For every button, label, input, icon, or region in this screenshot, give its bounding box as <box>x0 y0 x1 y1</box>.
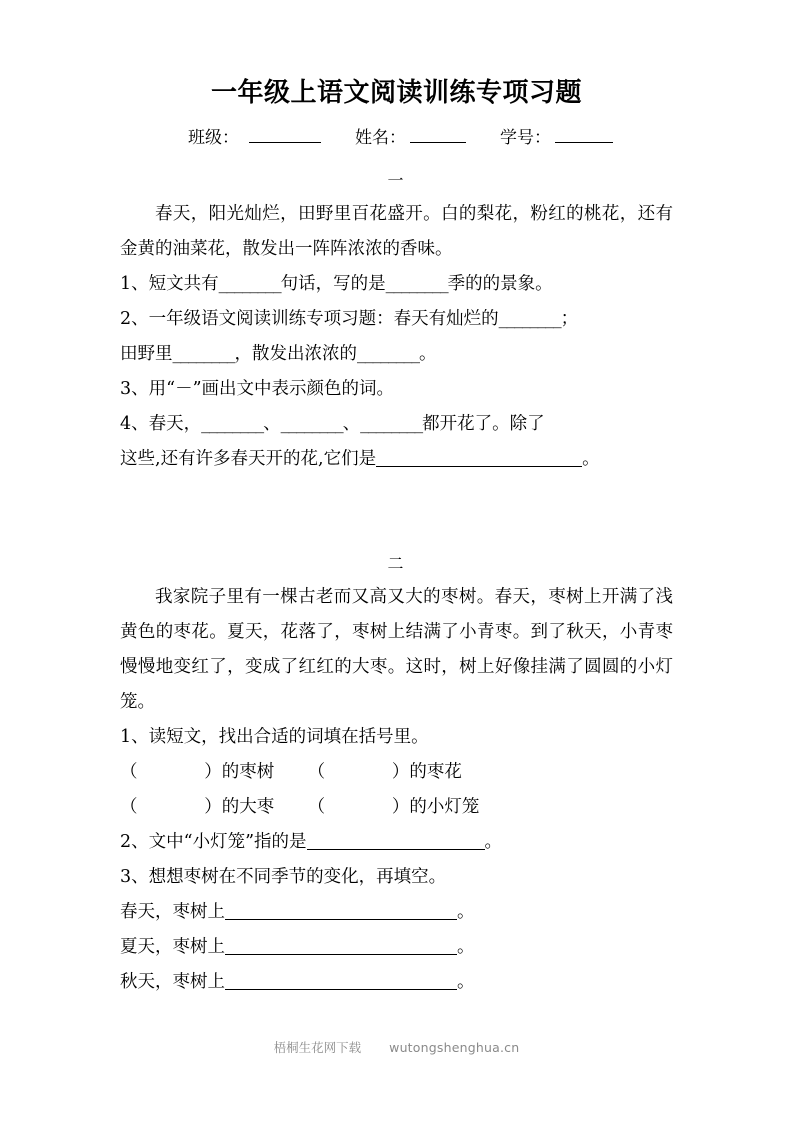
season-line-autumn <box>120 965 673 1000</box>
paren-open-4: （ <box>307 797 326 817</box>
paren-open-3: （ <box>120 797 138 817</box>
autumn-suffix: 。 <box>457 972 475 992</box>
paren-row-2 <box>120 790 673 825</box>
summer-prefix: 夏天，枣树上 <box>120 937 225 957</box>
q4-blank-3[interactable]: ________ <box>360 414 423 434</box>
summer-answer-blank[interactable] <box>225 938 457 955</box>
paren-row-1 <box>120 755 673 790</box>
autumn-prefix: 秋天，枣树上 <box>120 972 225 992</box>
paren-close-3: ） <box>204 797 222 817</box>
q4-line2-part-2: 。 <box>582 449 600 469</box>
student-id-field <box>500 123 613 148</box>
paren-open-2: （ <box>307 762 326 782</box>
section-two-question-2 <box>120 825 673 860</box>
section-two <box>120 551 673 1000</box>
s2-q1-number: 1、 <box>120 727 149 747</box>
paren-open-1: （ <box>120 762 138 782</box>
s2-q2-text-part-1: 文中“小灯笼”指的是 <box>148 832 307 852</box>
s2-q2-blank[interactable] <box>307 833 485 850</box>
paren-blank-3[interactable] <box>138 797 205 817</box>
section-one-question-4-line-1 <box>120 407 673 442</box>
q4-number: 4、 <box>120 414 149 434</box>
section-one-question-3 <box>120 372 673 407</box>
name-field <box>355 123 466 148</box>
q2-line2-part-3: 。 <box>419 344 437 364</box>
spring-answer-blank[interactable] <box>225 903 457 920</box>
q4-blank-4[interactable] <box>376 450 582 467</box>
student-info-row <box>120 123 673 148</box>
q4-blank-1[interactable]: ________ <box>201 414 264 434</box>
paren-close-1: ） <box>204 762 222 782</box>
paren-row-2-gap <box>274 797 307 817</box>
section-one-question-4-line-2 <box>120 442 673 477</box>
s2-q2-text-part-2: 。 <box>484 832 503 852</box>
paren-close-2: ） <box>391 762 410 782</box>
q4-blank-2[interactable]: ________ <box>280 414 343 434</box>
section-two-passage: 我家院子里有一棵古老而又高又大的枣树。春天，枣树上开满了浅黄色的枣花。夏天，花落了，枣树上结满了小青枣。到了秋天，小青枣慢慢地变红了，变成了红红的大枣。这时，树上好像挂满了圆圆的小灯笼。 <box>120 587 673 712</box>
paren-blank-4[interactable] <box>325 797 392 817</box>
q2-text-part-1: 一年级语文阅读训练专项习题：春天有灿烂的 <box>148 309 499 329</box>
s2-q3-number: 3、 <box>120 867 149 887</box>
paren-close-4: ） <box>391 797 410 817</box>
name-label: 姓名： <box>355 128 406 148</box>
autumn-answer-blank[interactable] <box>225 973 457 990</box>
class-field <box>188 123 321 148</box>
section-two-marker: 二 <box>387 554 406 573</box>
name-input-blank[interactable] <box>410 127 466 143</box>
section-one-question-2-line-2 <box>120 337 673 372</box>
paren-label-4: 的小灯笼 <box>409 797 480 817</box>
section-spacer <box>120 477 673 531</box>
q1-number: 1、 <box>120 274 149 294</box>
q1-blank-2[interactable]: ________ <box>385 274 448 294</box>
season-line-spring <box>120 895 673 930</box>
q4-line2-part-1: 这些,还有许多春天开的花,它们是 <box>120 449 377 469</box>
q1-text-part-3: 季的的景象。 <box>447 274 553 294</box>
paren-row-1-gap <box>274 762 307 782</box>
section-two-question-3 <box>120 860 673 895</box>
q2-blank-3[interactable]: ________ <box>357 344 419 364</box>
paren-label-2: 的枣花 <box>409 762 462 782</box>
spring-prefix: 春天，枣树上 <box>120 902 225 922</box>
paren-blank-1[interactable] <box>138 762 205 782</box>
q2-blank-1[interactable]: ________ <box>498 309 561 329</box>
student-id-input-blank[interactable] <box>555 127 613 143</box>
s2-q2-number: 2、 <box>120 832 149 852</box>
q2-blank-2[interactable]: ________ <box>172 344 235 364</box>
student-id-label: 学号： <box>500 128 551 148</box>
q2-line2-part-2: ，散发出浓浓的 <box>234 344 357 364</box>
q2-number: 2、 <box>120 309 149 329</box>
q2-text-part-2: ； <box>560 309 579 329</box>
q3-text: 用“－”画出文中表示颜色的词。 <box>148 379 395 399</box>
footer-site-name: 梧桐生花网下载 <box>273 1040 362 1055</box>
q3-number: 3、 <box>120 379 149 399</box>
q4-separator-1: 、 <box>263 414 281 434</box>
paren-blank-2[interactable] <box>325 762 392 782</box>
paren-label-3: 的大枣 <box>221 797 275 817</box>
q1-text-part-2: 句话，写的是 <box>280 274 386 294</box>
section-one-passage: 春天，阳光灿烂，田野里百花盛开。白的梨花，粉红的桃花，还有金黄的油菜花，散发出一阵阵浓浓的香味。 <box>120 204 673 259</box>
q1-text-part-1: 短文共有 <box>148 274 219 294</box>
section-two-question-1 <box>120 720 673 755</box>
summer-suffix: 。 <box>457 937 475 957</box>
spring-suffix: 。 <box>457 902 475 922</box>
page-title: 一年级上语文阅读训练专项习题 <box>210 78 582 108</box>
footer-url[interactable]: wutongshenghua.cn <box>389 1040 520 1055</box>
paren-label-1: 的枣树 <box>221 762 275 782</box>
q1-blank-1[interactable]: ________ <box>218 274 281 294</box>
class-input-blank[interactable] <box>249 127 321 143</box>
q4-text-part-2: 都开花了。除了 <box>422 414 545 434</box>
class-label: 班级： <box>188 128 239 148</box>
s2-q3-text: 想想枣树在不同季节的变化，再填空。 <box>148 867 447 887</box>
s2-q1-text: 读短文，找出合适的词填在括号里。 <box>148 727 429 747</box>
q4-separator-2: 、 <box>342 414 361 434</box>
section-one <box>120 168 673 477</box>
footer-watermark <box>0 1038 793 1056</box>
season-line-summer <box>120 930 673 965</box>
section-one-question-2-line-1 <box>120 302 673 337</box>
section-one-question-1 <box>120 267 673 302</box>
q4-text-part-1: 春天， <box>148 414 202 434</box>
q2-line2-part-1: 田野里 <box>120 344 173 364</box>
section-one-marker: 一 <box>387 171 406 190</box>
